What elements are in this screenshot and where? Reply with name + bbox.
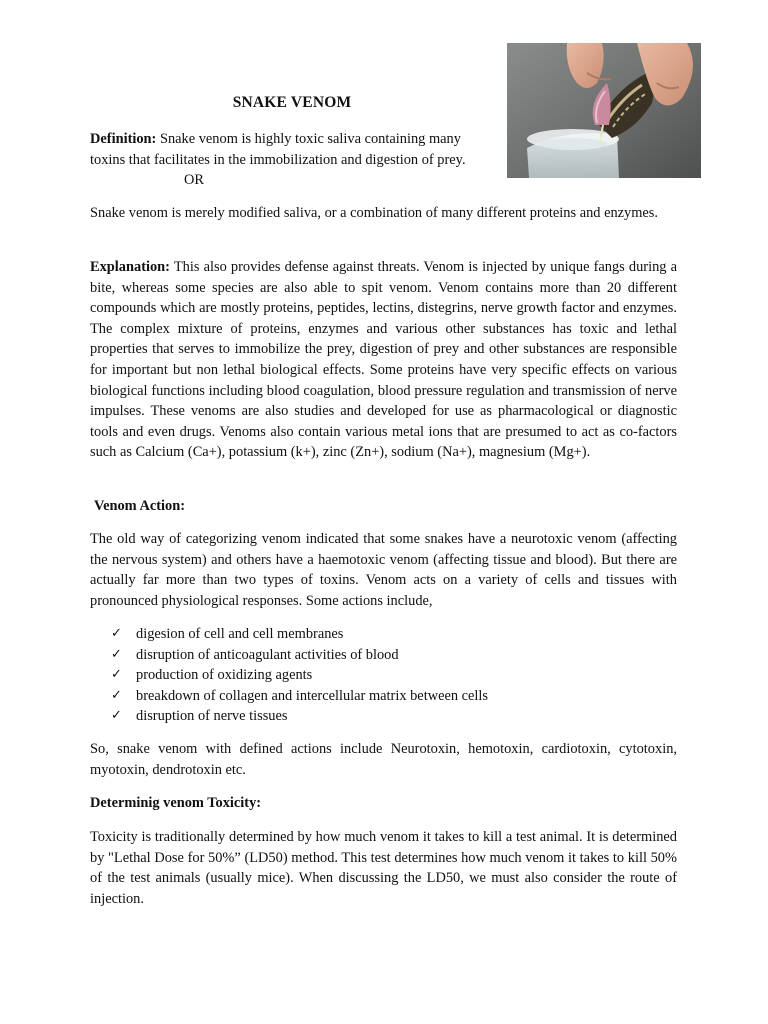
check-icon: ✓ xyxy=(111,708,122,724)
list-item: ✓ digesion of cell and cell membranes xyxy=(90,624,677,645)
explanation-text: This also provides defense against threats. Venom is injected by unique fangs during a bite, whereas some species are also able to spit venom. Venom contains more than 20 different compounds which are mostly proteins, peptides, lectins, distegrins, nerve growth factor and enzymes. The complex mixture of proteins, enzymes and various other substances has toxic and lethal properties that serves to immobilize the prey, digestion of prey and other substances are responsible for important but non lethal biological effects. Some proteins have very specific effects on various biological functions including blood coagulation, blood pressure regulation and transmission of nerve impulses. These venoms are also studies and developed for use as pharmacological or diagnostic tools and even drugs. Venoms also contain various metal ions that are presumed to act as co-factors such as Calcium (Ca+), potassium (k+), zinc (Zn+), sodium (Na+), magnesium (Mg+). xyxy=(90,259,677,461)
venom-action-heading: Venom Action: xyxy=(94,498,186,514)
list-item: ✓ production of oxidizing agents xyxy=(90,665,677,686)
venom-action-list xyxy=(90,624,677,727)
page-title: SNAKE VENOM xyxy=(232,94,352,111)
list-item: ✓ disruption of anticoagulant activities of blood xyxy=(90,645,677,666)
list-item: ✓ breakdown of collagen and intercellular matrix between cells xyxy=(90,686,677,707)
or-separator: OR xyxy=(184,172,204,188)
list-item: ✓ disruption of nerve tissues xyxy=(90,706,677,727)
explanation-label: Explanation: xyxy=(90,259,170,275)
check-icon: ✓ xyxy=(111,667,122,683)
snake-venom-extraction-photo xyxy=(507,43,701,178)
alt-definition-paragraph: Snake venom is merely modified saliva, or a combination of many different proteins and enzymes. xyxy=(90,205,659,221)
definition-paragraph xyxy=(90,129,490,170)
toxicity-heading: Determinig venom Toxicity: xyxy=(90,795,262,811)
definition-text: Snake venom is highly toxic saliva containing many toxins that facilitates in the immobilization and digestion of prey. xyxy=(90,131,466,168)
venom-action-intro: The old way of categorizing venom indicated that some snakes have a neurotoxic venom (affecting the nervous system) and others have a haemotoxic venom (affecting tissue and blood). But there are actually far more than two types of toxins. Venom acts on a variety of cells and tissues with pronounced physiological responses. Some actions include, xyxy=(90,531,677,609)
venom-action-summary: So, snake venom with defined actions include Neurotoxin, hemotoxin, cardiotoxin, cytotoxin, myotoxin, dendrotoxin etc. xyxy=(90,741,677,778)
check-icon: ✓ xyxy=(111,646,122,662)
explanation-paragraph xyxy=(90,257,677,463)
check-icon: ✓ xyxy=(111,687,122,703)
check-icon: ✓ xyxy=(111,626,122,641)
definition-label: Definition: xyxy=(90,131,157,147)
toxicity-paragraph: Toxicity is traditionally determined by how much venom it takes to kill a test animal. It is determined by "Lethal Dose for 50%” (LD50) method. This test determines how much venom it takes to kill 50% of the test animals (usually mice). When discussing the LD50, we must also consider the route of injection. xyxy=(90,829,677,907)
